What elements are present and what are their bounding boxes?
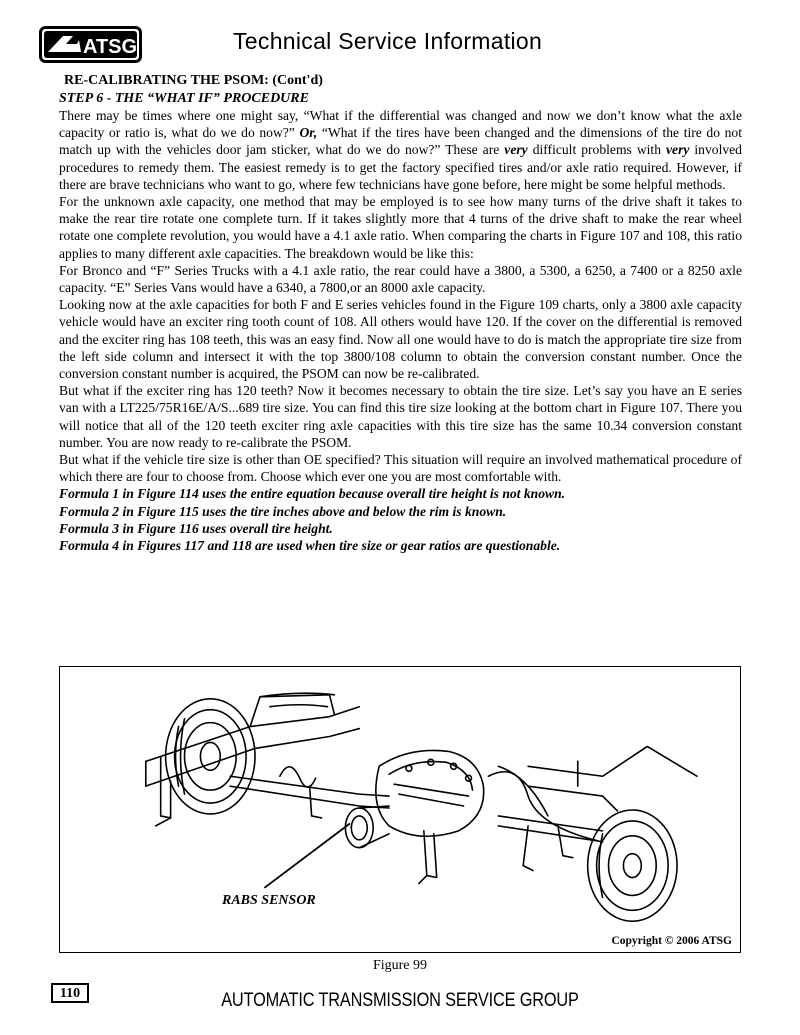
page-title: Technical Service Information (233, 28, 543, 54)
paragraph-figure-109: Looking now at the axle capacities for both F and E series vehicles found in the Figure 109 charts, only a 3800 axle capacity vehicle would have an exciter ring tooth count of 108. All others would have 120. If the cover on the differential is removed and the exciter ring has 108 teeth, this was an easy find. Now all one would have to do is match the appropriate tire size from the left side column and intersect it with the top 3800/108 column to obtain the conversion constant number. Once the conversion constant number is acquired, the PSOM can now be re-calibrated. (59, 297, 742, 382)
differential (345, 750, 483, 883)
rabs-sensor-leader-line (265, 824, 349, 888)
left-brake-drum (166, 699, 255, 814)
formula-3: Formula 3 in Figure 116 uses overall tire height. (59, 520, 333, 536)
formula-1: Formula 1 in Figure 114 uses the entire equation because overall tire height is not known. (59, 486, 566, 502)
footer-title: AUTOMATIC TRANSMISSION SERVICE GROUP (221, 990, 579, 1011)
paragraph-non-oe-tire: But what if the vehicle tire size is other than OE specified? This situation will require an involved mathematical procedure of which there are four to choose from. Choose which ever one you are most comfortable with. (59, 452, 742, 485)
brake-lines (280, 766, 598, 870)
figure-caption: Figure 99 (372, 958, 428, 973)
copyright-notice: Copyright © 2006 ATSG (611, 935, 732, 947)
formula-2: Formula 2 in Figure 115 uses the tire inches above and below the rim is known. (59, 503, 507, 519)
rabs-sensor-label: RABS SENSOR (222, 893, 316, 908)
emphasis-text: Or, (299, 125, 318, 141)
paragraph-120-teeth: But what if the exciter ring has 120 teeth? Now it becomes necessary to obtain the tire size. Let’s say you have an E series van with a LT225/75R16E/A/S...689 tire size. You can find this tire size looking at the bottom chart in Figure 107. There you will notice that all of the 120 teeth exciter ring axle capacities with this tire size has the same 10.34 conversion constant number. You are now ready to re-calibrate the PSOM. (59, 383, 742, 450)
paragraph-bronco-f-series: For Bronco and “F” Series Trucks with a 4.1 axle ratio, the rear could have a 3800, a 5300, a 6250, a 7400 or a 8250 axle capacity. “E” Series Vans would have a 6340, a 7800,or an 8000 axle capacity. (59, 262, 742, 296)
page-number: 110 (51, 983, 89, 1003)
paragraph-axle-capacity: For the unknown axle capacity, one method that may be employed is to see how many turns of the drive shaft it takes to make the rear tire rotate one complete turn. If it takes slightly more that 4 turns of the drive shaft to make the rear wheel rotate one complete revolution, you would have a 4.1 axle ratio. When comparing the charts in Figure 107 and 108, this ratio applies to many different axle capacities. The breakdown would be like this: (59, 194, 742, 261)
paragraph-text: involved procedures to remedy them. The easiest remedy is to get the factory specified tires and/or axle ratio required. However, if there are brave technicians who want to go, where few technicians have gone before, here might be some helpful methods. (59, 142, 742, 192)
axle-housing (230, 776, 602, 842)
paragraph-text: There may be times where one might say, “What if the differential was changed and now we don’t know what the axle capacity or ratio is, what do we do now?” (59, 108, 742, 141)
atsg-logo (39, 26, 142, 63)
emphasis-text: very (666, 142, 690, 158)
paragraph-intro (59, 107, 742, 193)
frame-rail (146, 693, 360, 826)
paragraph-text: difficult problems with (527, 142, 666, 158)
article-body (59, 72, 742, 554)
step-heading: STEP 6 - THE “WHAT IF” PROCEDURE (59, 91, 309, 106)
emphasis-text: very (504, 142, 528, 158)
paragraph-text: “What if the tires have been changed and the dimensions of the tire do not match up with the vehicles door jam sticker, what do we do now?” These are (59, 125, 742, 158)
figure-frame (59, 666, 741, 953)
rear-axle-illustration (60, 667, 740, 952)
formula-4: Formula 4 in Figures 117 and 118 are used when tire size or gear ratios are questionable. (59, 538, 561, 554)
logo-text: ATSG (83, 36, 138, 58)
section-heading: RE-CALIBRATING THE PSOM: (Cont'd) (64, 73, 323, 88)
